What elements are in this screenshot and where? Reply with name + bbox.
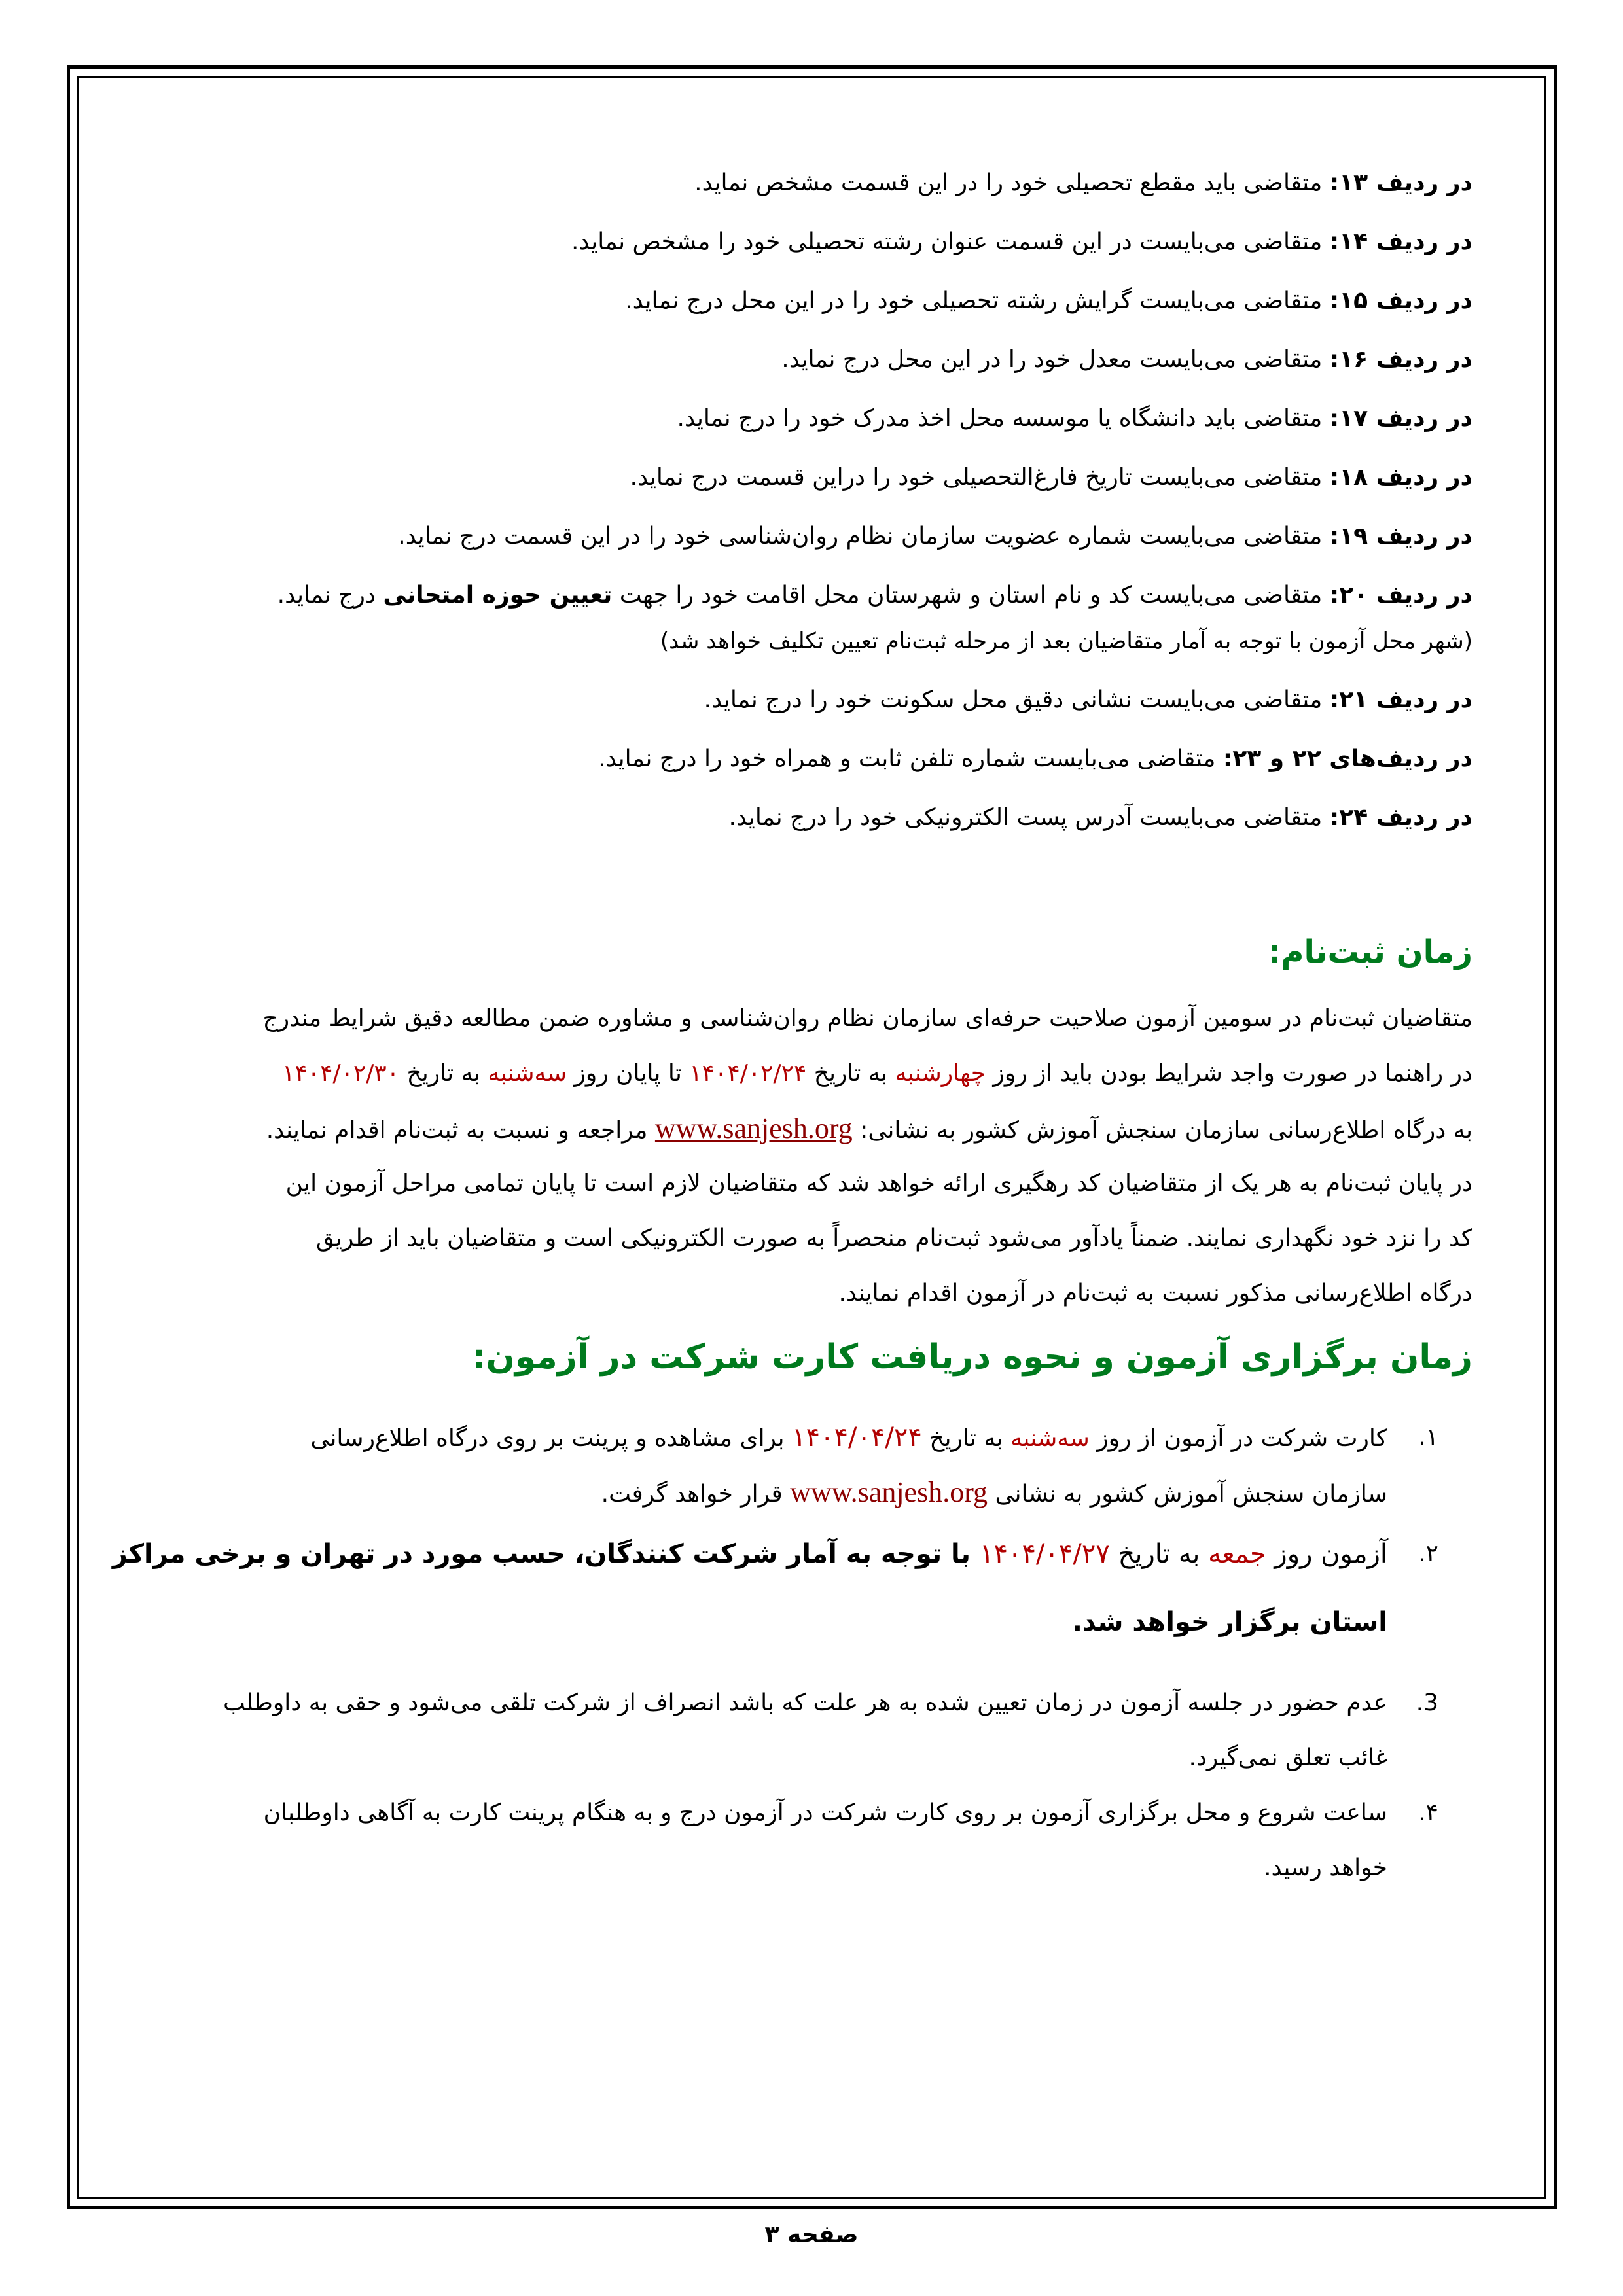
exam-zone-emphasis: تعیین حوزه امتحانی — [383, 582, 613, 609]
row-label: در ردیف ۱۴: — [1329, 228, 1472, 255]
row-label: در ردیف ۱۹: — [1329, 523, 1472, 550]
text: به درگاه اطلاع‌رسانی سازمان سنجش آموزش کشور به نشانی: — [852, 1117, 1472, 1144]
row-label: در ردیف ۱۵: — [1329, 287, 1472, 314]
text: کارت شرکت در آزمون از روز — [1089, 1425, 1387, 1452]
text: برای مشاهده و پرینت بر روی درگاه اطلاع‌رسانی — [310, 1425, 792, 1452]
start-day: چهارشنبه — [895, 1060, 986, 1087]
registration-line-2 — [156, 1046, 1472, 1101]
row-text: متقاضی می‌بایست شماره عضویت سازمان نظام روان‌شناسی خود را در این قسمت درج نماید. — [398, 523, 1330, 550]
sanjesh-link[interactable]: www.sanjesh.org — [654, 1112, 853, 1144]
exam-item-1 — [156, 1410, 1472, 1520]
sanjesh-link[interactable]: www.sanjesh.org — [790, 1476, 988, 1508]
exam-item-1-line-2 — [156, 1465, 1387, 1520]
exam-item-2-line-1 — [112, 1520, 1387, 1588]
row-label: در ردیف ۱۳: — [1329, 169, 1472, 196]
row-label: در ردیف ۲۴: — [1329, 804, 1472, 831]
row-label: در ردیف ۲۱: — [1329, 686, 1472, 713]
row-text: متقاضی می‌بایست گرایش رشته تحصیلی خود را در این محل درج نماید. — [625, 287, 1330, 314]
exam-item-3 — [156, 1676, 1472, 1786]
registration-heading: زمان ثبت‌نام: — [1268, 934, 1472, 970]
spacer — [156, 1393, 1472, 1410]
exam-item-2 — [112, 1520, 1472, 1656]
row-20 — [156, 566, 1472, 625]
row-label: در ردیف‌های ۲۲ و ۲۳: — [1222, 745, 1472, 772]
row-13 — [156, 154, 1472, 213]
text: تا پایان روز — [567, 1060, 690, 1087]
row-14 — [156, 213, 1472, 272]
registration-line-1: متقاضیان ثبت‌نام در سومین آزمون صلاحیت حرفه‌ای سازمان نظام روان‌شناسی و مشاوره ضمن مطالعه دقیق شرایط مندرج — [262, 1005, 1472, 1032]
row-15 — [156, 272, 1472, 330]
exam-item-3-line-2: غائب تعلق نمی‌گیرد. — [1188, 1744, 1387, 1771]
row-text: متقاضی می‌بایست نشانی دقیق محل سکونت خود را درج نماید. — [704, 686, 1330, 713]
exam-item-2-line-2: استان برگزار خواهد شد. — [1072, 1607, 1387, 1637]
text: به تاریخ — [399, 1060, 488, 1087]
row-19 — [156, 507, 1472, 566]
row-text: متقاضی می‌بایست شماره تلفن ثابت و همراه خود را درج نماید. — [598, 745, 1223, 772]
row-text: درج نماید. — [277, 582, 383, 609]
exam-item-4-line-1: ساعت شروع و محل برگزاری آزمون بر روی کارت شرکت در آزمون درج و به هنگام پرینت کارت به آگاهی داوطلبان — [263, 1799, 1387, 1826]
page-content — [112, 154, 1472, 1896]
row-21 — [156, 671, 1472, 730]
row-18 — [156, 448, 1472, 507]
text: آزمون روز — [1266, 1539, 1387, 1569]
row-17 — [156, 389, 1472, 448]
row-text: متقاضی می‌بایست معدل خود را در این محل درج نماید. — [781, 346, 1330, 373]
exam-item-3-line-1: عدم حضور در جلسه آزمون در زمان تعیین شده به هر علت که باشد انصراف از شرکت تلقی می‌شود و حقی به داوطلب — [223, 1689, 1387, 1716]
registration-line-3 — [156, 1101, 1472, 1156]
text: به تاریخ — [806, 1060, 895, 1087]
text: به تاریخ — [921, 1425, 1011, 1452]
exam-date: ۱۴۰۴/۰۴/۲۷ — [979, 1539, 1110, 1569]
exam-item-1-line-1 — [156, 1410, 1387, 1465]
spacer — [156, 1656, 1472, 1676]
row-text: متقاضی می‌بایست آدرس پست الکترونیکی خود را درج نماید. — [728, 804, 1330, 831]
row-label: در ردیف ۱۷: — [1329, 405, 1472, 432]
row-label: در ردیف ۲۰: — [1329, 582, 1472, 609]
text: به تاریخ — [1109, 1539, 1209, 1569]
text: با توجه به آمار شرکت کنندگان، حسب مورد در تهران و برخی مراکز — [112, 1539, 980, 1569]
text: قرار خواهد گرفت. — [601, 1481, 791, 1508]
row-text: متقاضی باید مقطع تحصیلی خود را در این قسمت مشخص نماید. — [694, 169, 1330, 196]
list-number: ۴. — [1418, 1799, 1438, 1826]
row-text: متقاضی می‌بایست تاریخ فارغ‌التحصیلی خود را دراین قسمت درج نماید. — [630, 464, 1330, 491]
card-date: ۱۴۰۴/۰۴/۲۴ — [792, 1422, 922, 1453]
text: سازمان سنجش آموزش کشور به نشانی — [988, 1481, 1387, 1508]
registration-line-6: درگاه اطلاع‌رسانی مذکور نسبت به ثبت‌نام در آزمون اقدام نمایند. — [838, 1280, 1472, 1307]
row-20-note: (شهر محل آزمون با توجه به آمار متقاضیان بعد از مرحله ثبت‌نام تعیین تکلیف خواهد شد) — [660, 628, 1472, 654]
page-number: صفحه ۳ — [764, 2221, 859, 2248]
registration-paragraph — [156, 991, 1472, 1321]
text: در راهنما در صورت واجد شرایط بودن باید از روز — [985, 1060, 1472, 1087]
exam-item-4-line-2: خواهد رسید. — [1264, 1854, 1387, 1881]
row-text: متقاضی می‌بایست کد و نام استان و شهرستان محل اقامت خود را جهت — [612, 582, 1330, 609]
card-day: سه‌شنبه — [1010, 1425, 1090, 1452]
row-24 — [156, 788, 1472, 847]
row-label: در ردیف ۱۶: — [1329, 346, 1472, 373]
list-number: ۱. — [1418, 1424, 1438, 1451]
row-label: در ردیف ۱۸: — [1329, 464, 1472, 491]
row-text: متقاضی می‌بایست در این قسمت عنوان رشته تحصیلی خود را مشخص نماید. — [571, 228, 1330, 255]
registration-line-5: کد را نزد خود نگهداری نمایند. ضمناً یادآور می‌شود ثبت‌نام منحصراً به صورت الکترونیکی است و متقاضیان باید از طریق — [315, 1225, 1472, 1252]
row-22-23 — [156, 730, 1472, 788]
end-day: سه‌شنبه — [488, 1060, 567, 1087]
end-date: ۱۴۰۴/۰۲/۳۰ — [282, 1060, 400, 1087]
exam-heading: زمان برگزاری آزمون و نحوه دریافت کارت شرکت در آزمون: — [472, 1337, 1472, 1377]
text: مراجعه و نسبت به ثبت‌نام اقدام نمایند. — [266, 1117, 655, 1144]
row-16 — [156, 330, 1472, 389]
registration-line-4: در پایان ثبت‌نام به هر یک از متقاضیان کد رهگیری ارائه خواهد شد که متقاضیان لازم است تا پایان تمامی مراحل آزمون این — [285, 1170, 1472, 1197]
exam-day: جمعه — [1208, 1539, 1266, 1569]
start-date: ۱۴۰۴/۰۲/۲۴ — [689, 1060, 807, 1087]
exam-item-4 — [156, 1786, 1472, 1896]
row-text: متقاضی باید دانشگاه یا موسسه محل اخذ مدرک خود را درج نماید. — [677, 405, 1330, 432]
list-number: ۲. — [1418, 1540, 1438, 1567]
list-number: 3. — [1416, 1689, 1438, 1716]
